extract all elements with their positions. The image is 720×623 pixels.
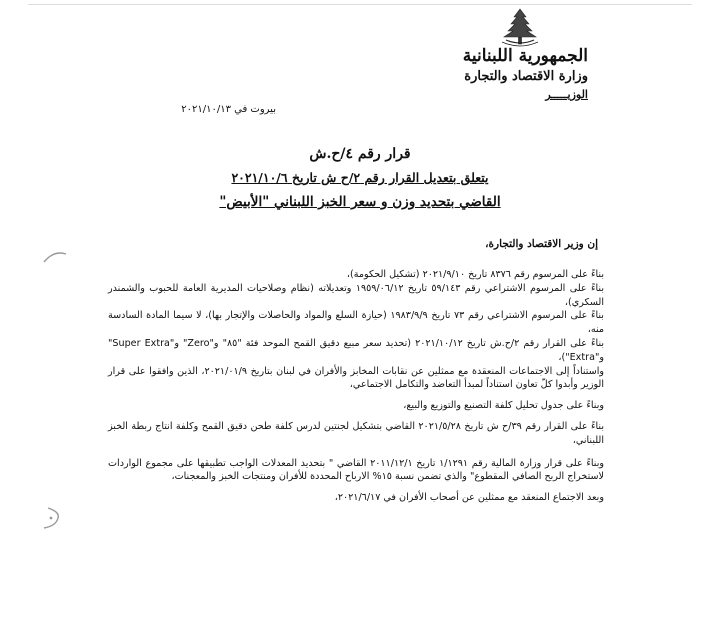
opening-line: إن وزير الاقتصاد والتجارة، [485,238,598,250]
paragraph: بناءً على القرار رقم ٢/ح.ش تاريخ ٢٠٢١/١٠/١٢ (تحديد سعر مبيع دقيق القمح الموحد فئة "٨٥" و"Zero" و"Super Extra" و"Extra")، [108,337,605,363]
paragraph: واستناداً إلى الاجتماعات المنعقدة مع ممثلين عن نقابات المخابز والأفران في لبنان بتاريخ ٢٠٢١/٠١/٩، الذين وافقوا على قرار الوزير وأبدوا كلّ تعاون استناداً لمبدأ التعاضد والتكامل الاجتماعي، [108,365,604,391]
punch-hole-mark-icon [40,506,66,530]
letterhead [328,44,588,104]
dateline: بيروت في ٢٠٢١/١٠/١٣ [181,104,276,115]
paragraph: بناءً على القرار رقم ٣٩/ح ش تاريخ ٢٠٢١/٥/٢٨ القاضي بتشكيل لجنتين لدرس كلفة طحن دقيق القمح وكلفة انتاج ربطة الخبز اللبناني، [108,420,604,446]
cedar-emblem-icon [496,6,544,48]
punch-hole-mark-icon [42,248,68,264]
decision-title: قرار رقم ٤/ح.ش [309,146,411,162]
paragraph: وبعد الاجتماع المنعقد مع ممثلين عن أصحاب الأفران في ٢٠٢١/٦/١٧، [334,492,604,504]
paragraph: بناءً على المرسوم الاشتراعي رقم ٥٩/١٤٣ تاريخ ١٩٥٩/٠٦/١٢ وتعديلاته (نظام وصلاحيات المديرية العامة للحبوب والشمندر السكري)، [108,282,604,308]
decision-subject-line-1: يتعلق بتعديل القرار رقم ٢/ح ش تاريخ ٢٠٢١/١٠/٦ [231,170,489,185]
paragraph: بناءً على المرسوم الاشتراعي رقم ٧٣ تاريخ ١٩٨٣/٩/٩ (حيازة السلع والمواد والحاصلات والإتجار بها)، لا سيما المادة السادسة منه، [108,310,604,336]
paragraph: بناءً على المرسوم رقم ٨٣٧٦ تاريخ ٢٠٢١/٩/١٠ (تشكيل الحكومة)، [346,269,604,280]
republic-name: الجمهورية اللبنانية [462,46,588,66]
decision-body [108,268,604,505]
paragraph: وبناءً على قرار وزارة المالية رقم ١/١٢٩١ تاريخ ٢٠١١/١٢/١ القاضي " بتحديد المعدلات الواجب تطبيقها على مجموع الواردات لاستخراج الربح الصافي المقطوع" والذي تضمن نسبة ١٥% الارباح المحددة للأفران ومنتجات الخبز والمعجنات، [108,457,605,483]
paragraph: وبناءً على جدول تحليل كلفة التصنيع والتوزيع والبيع، [403,400,604,412]
minister-label: الوزيـــــر [545,88,588,101]
decision-subject-line-2: القاضي بتحديد وزن و سعر الخبز اللبناني "الأبيض" [219,194,501,210]
ministry-name: وزارة الاقتصاد والتجارة [464,69,588,84]
page-top-edge [28,4,692,5]
